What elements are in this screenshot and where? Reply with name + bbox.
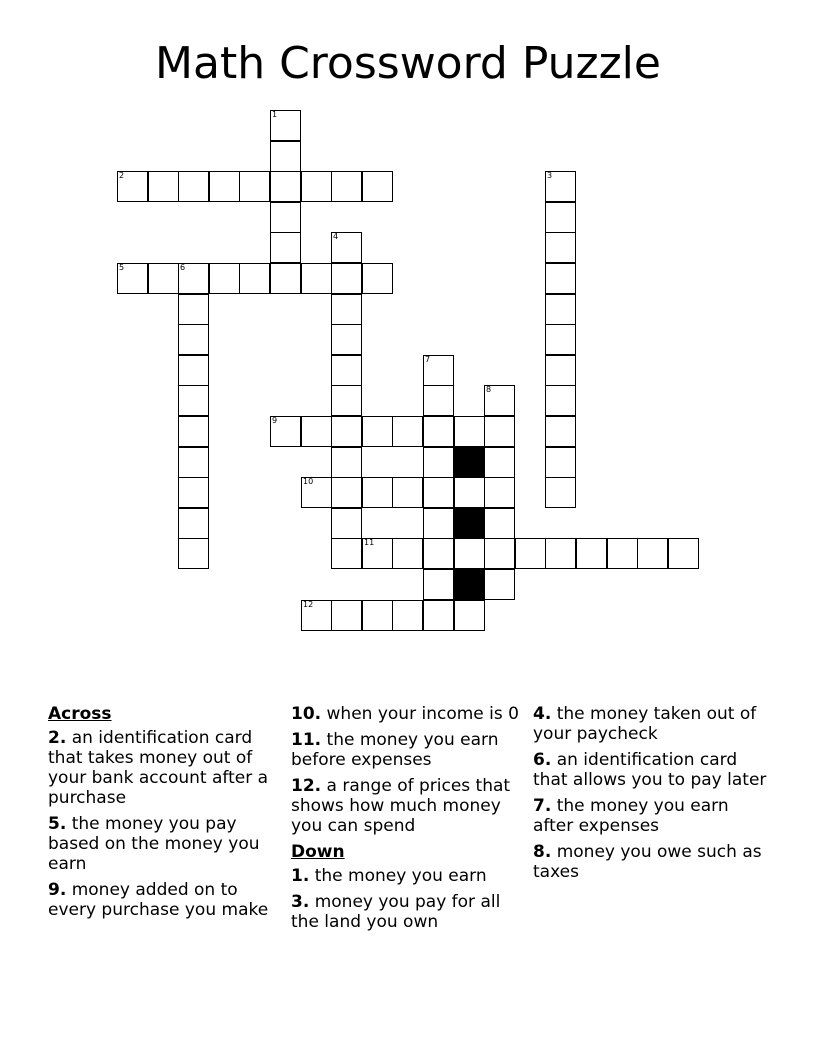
grid-cell[interactable] — [484, 385, 515, 416]
grid-block — [454, 447, 485, 478]
clue-down-8: 8. money you owe such as taxes — [533, 842, 762, 882]
grid-cell[interactable] — [117, 171, 148, 202]
grid-cell[interactable] — [178, 416, 209, 447]
grid-cell[interactable] — [545, 385, 576, 416]
clue-number: 2 — [119, 171, 125, 180]
grid-cell[interactable] — [545, 324, 576, 355]
grid-cell[interactable] — [239, 263, 270, 294]
grid-cell[interactable] — [331, 477, 362, 508]
grid-cell[interactable] — [392, 538, 423, 569]
clue-across-12: 12. a range of prices that shows how much money you can spend — [291, 776, 511, 836]
grid-cell[interactable] — [545, 294, 576, 325]
grid-cell[interactable] — [607, 538, 638, 569]
grid-cell[interactable] — [178, 447, 209, 478]
grid-cell[interactable] — [178, 171, 209, 202]
grid-cell[interactable] — [178, 385, 209, 416]
grid-cell[interactable] — [178, 324, 209, 355]
grid-cell[interactable] — [423, 508, 454, 539]
grid-cell[interactable] — [301, 477, 332, 508]
clue-number: 11 — [364, 538, 375, 547]
grid-cell[interactable] — [392, 416, 423, 447]
puzzle-title: Math Crossword Puzzle — [155, 38, 661, 89]
grid-cell[interactable] — [331, 294, 362, 325]
grid-cell[interactable] — [270, 416, 301, 447]
grid-cell[interactable] — [178, 355, 209, 386]
grid-cell[interactable] — [270, 110, 301, 141]
grid-block — [454, 508, 485, 539]
grid-cell[interactable] — [331, 416, 362, 447]
clue-column-1 — [48, 704, 288, 926]
grid-cell[interactable] — [301, 171, 332, 202]
grid-cell[interactable] — [515, 538, 546, 569]
grid-cell[interactable] — [545, 202, 576, 233]
grid-cell[interactable] — [148, 263, 179, 294]
grid-cell[interactable] — [331, 324, 362, 355]
clue-number: 1 — [272, 110, 278, 119]
grid-cell[interactable] — [270, 141, 301, 172]
grid-cell[interactable] — [545, 477, 576, 508]
grid-cell[interactable] — [331, 508, 362, 539]
grid-cell[interactable] — [178, 263, 209, 294]
grid-cell[interactable] — [545, 355, 576, 386]
clue-down-3: 3. money you pay for all the land you own — [291, 892, 501, 932]
clue-number: 9 — [272, 416, 278, 425]
grid-cell[interactable] — [545, 538, 576, 569]
grid-cell[interactable] — [270, 232, 301, 263]
grid-cell[interactable] — [423, 355, 454, 386]
across-heading: Across — [48, 704, 112, 724]
grid-block — [454, 569, 485, 600]
grid-cell[interactable] — [423, 385, 454, 416]
clue-across-2: 2. an identification card that takes money out of your bank account after a purchase — [48, 728, 269, 808]
grid-cell[interactable] — [484, 416, 515, 447]
grid-cell[interactable] — [637, 538, 668, 569]
grid-cell[interactable] — [301, 416, 332, 447]
clue-number: 3 — [547, 171, 553, 180]
grid-cell[interactable] — [423, 569, 454, 600]
grid-cell[interactable] — [301, 263, 332, 294]
grid-cell[interactable] — [178, 294, 209, 325]
grid-cell[interactable] — [454, 538, 485, 569]
clue-number: 8 — [486, 385, 492, 394]
grid-cell[interactable] — [454, 477, 485, 508]
grid-cell[interactable] — [362, 477, 393, 508]
grid-cell[interactable] — [178, 538, 209, 569]
grid-cell[interactable] — [362, 171, 393, 202]
down-heading: Down — [291, 842, 345, 862]
clue-across-5: 5. the money you pay based on the money you earn — [48, 814, 260, 874]
grid-cell[interactable] — [301, 600, 332, 631]
grid-cell[interactable] — [576, 538, 607, 569]
clue-number: 5 — [119, 263, 125, 272]
grid-cell[interactable] — [545, 263, 576, 294]
clue-number: 4 — [333, 232, 339, 241]
grid-cell[interactable] — [331, 538, 362, 569]
clue-down-4: 4. the money taken out of your paycheck — [533, 704, 757, 744]
grid-cell[interactable] — [423, 538, 454, 569]
clue-number: 10 — [303, 477, 314, 486]
grid-cell[interactable] — [454, 600, 485, 631]
grid-cell[interactable] — [484, 477, 515, 508]
grid-cell[interactable] — [545, 171, 576, 202]
grid-cell[interactable] — [331, 447, 362, 478]
grid-cell[interactable] — [545, 232, 576, 263]
grid-cell[interactable] — [392, 600, 423, 631]
grid-cell[interactable] — [178, 508, 209, 539]
clue-number: 7 — [425, 355, 431, 364]
grid-cell[interactable] — [362, 263, 393, 294]
clue-down-6: 6. an identification card that allows you to pay later — [533, 750, 767, 790]
grid-cell[interactable] — [148, 171, 179, 202]
grid-cell[interactable] — [668, 538, 699, 569]
clue-across-9: 9. money added on to every purchase you make — [48, 880, 269, 920]
grid-cell[interactable] — [362, 416, 393, 447]
grid-cell[interactable] — [209, 171, 240, 202]
grid-cell[interactable] — [423, 447, 454, 478]
grid-cell[interactable] — [331, 171, 362, 202]
grid-cell[interactable] — [331, 263, 362, 294]
grid-cell[interactable] — [331, 232, 362, 263]
grid-cell[interactable] — [484, 569, 515, 600]
grid-cell[interactable] — [117, 263, 148, 294]
grid-cell[interactable] — [239, 171, 270, 202]
clue-down-1: 1. the money you earn — [291, 866, 487, 886]
grid-cell[interactable] — [270, 263, 301, 294]
grid-cell[interactable] — [362, 538, 393, 569]
grid-cell[interactable] — [423, 477, 454, 508]
clue-across-10: 10. when your income is 0 — [291, 704, 519, 724]
grid-cell[interactable] — [392, 477, 423, 508]
grid-cell[interactable] — [484, 538, 515, 569]
grid-cell[interactable] — [178, 477, 209, 508]
clue-down-7: 7. the money you earn after expenses — [533, 796, 729, 836]
clue-column-3 — [533, 704, 773, 888]
grid-cell[interactable] — [331, 355, 362, 386]
grid-cell[interactable] — [454, 416, 485, 447]
grid-cell[interactable] — [209, 263, 240, 294]
clue-column-2 — [291, 704, 523, 938]
grid-cell[interactable] — [331, 600, 362, 631]
grid-cell[interactable] — [484, 447, 515, 478]
grid-cell[interactable] — [545, 447, 576, 478]
grid-cell[interactable] — [331, 385, 362, 416]
grid-cell[interactable] — [423, 416, 454, 447]
clue-number: 12 — [303, 600, 314, 609]
grid-cell[interactable] — [545, 416, 576, 447]
grid-cell[interactable] — [362, 600, 393, 631]
clue-number: 6 — [180, 263, 186, 272]
grid-cell[interactable] — [270, 171, 301, 202]
grid-cell[interactable] — [484, 508, 515, 539]
grid-cell[interactable] — [423, 600, 454, 631]
clue-across-11: 11. the money you earn before expenses — [291, 730, 499, 770]
grid-cell[interactable] — [270, 202, 301, 233]
